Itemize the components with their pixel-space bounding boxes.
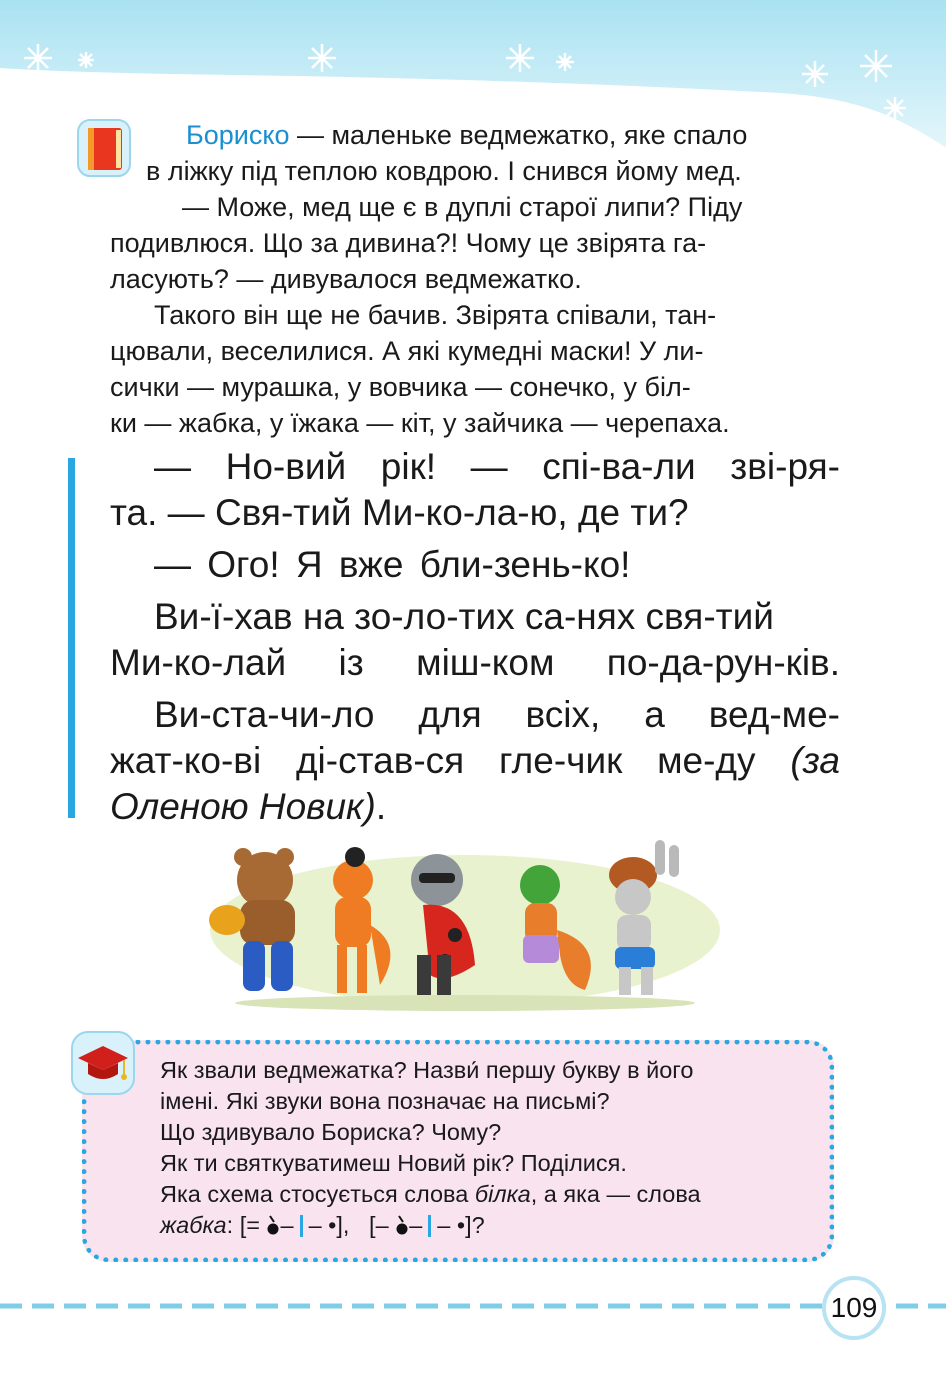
- word-scheme-2: [– – – •]?: [369, 1212, 485, 1238]
- syllable-reading-text: — Но-вий рік! — спі-ва-ли зві-ря- та. — Свя-тий Ми-ко-ла-ю, де ти? — Ого! Я вже бли-зень-ко! Ви-ї-хав на зо-ло-тих са-нях свя-тий Ми-ко-лай із міш-ком по-да-рун-ків. Ви-ста-чи-ло для всіх, а вед-ме- жат-ко-ві ді-став-ся гле-чик ме-ду (за Оленою Новик).: [110, 446, 841, 827]
- author-credit: (за: [790, 740, 841, 781]
- question-3: Що здивувало Бориска? Чому?: [160, 1119, 502, 1145]
- syllable-divider: [300, 1215, 303, 1237]
- question-1: Як звали ведмежатка? Назви́ першу букву в його: [160, 1057, 694, 1083]
- stressed-vowel-icon: [395, 1214, 409, 1236]
- syllable-divider: [428, 1215, 431, 1237]
- question-6: жабка: [= – – •], [– – – •]?: [160, 1210, 830, 1241]
- character-name: Бориско: [186, 120, 290, 150]
- stressed-vowel-icon: [266, 1214, 280, 1236]
- animals-carnival-illustration: [205, 835, 725, 1015]
- graduation-cap-icon: [70, 1030, 136, 1096]
- bear-figure: [209, 848, 295, 991]
- reading-marker-bar: [68, 458, 75, 818]
- question-4: Як ти святкуватимеш Новий рік? Поділися.: [160, 1150, 627, 1176]
- footer-dashed-line: [0, 1303, 946, 1309]
- questions-list: [160, 1055, 830, 1241]
- question-5: Яка схема стосується слова білка, а яка — слова: [160, 1181, 701, 1207]
- story-paragraph: Бориско — маленьке ведмежатко, яке спало в ліжку під теплою ковдрою. І снився йому мед. — Може, мед ще є в дуплі старої липи? Піду подивлюся. Що за дивина?! Чому це звірята га- ласують? — дивувалося ведмежатко. Такого він ще не бачив. Звірята співали, тан- цювали, веселилися. А які кумедні маски! У ли- сички — мурашка, у вовчика — сонечко, у біл- ки — жабка, у їжака — кіт, у зайчика — черепаха.: [110, 120, 748, 438]
- author-credit-name: Оленою Новик): [110, 786, 376, 827]
- word-scheme-1: [= – – •],: [239, 1212, 350, 1238]
- question-2: імені. Які звуки вона позначає на письмі?: [160, 1088, 610, 1114]
- page-number: 109: [822, 1276, 886, 1340]
